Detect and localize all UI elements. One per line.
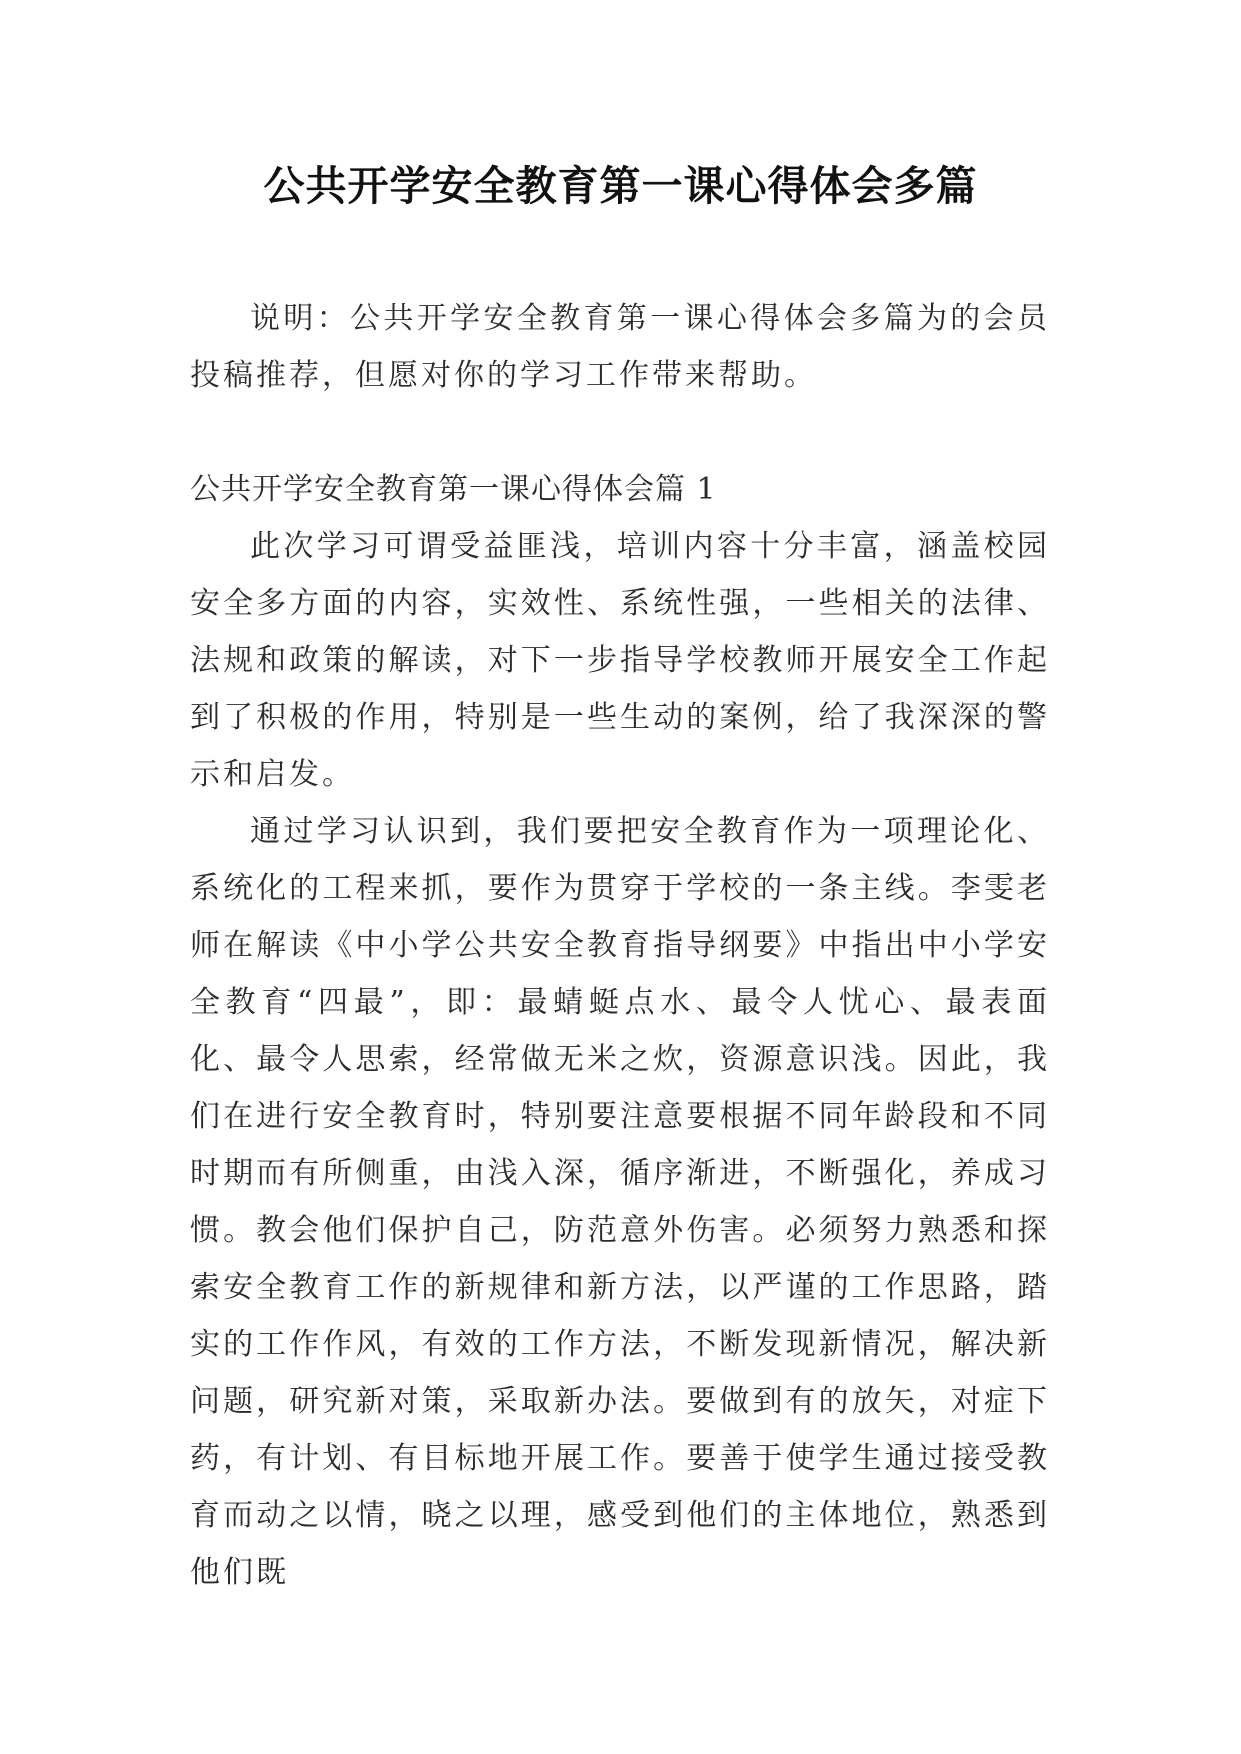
document-title: 公共开学安全教育第一课心得体会多篇 xyxy=(263,162,978,210)
document-body xyxy=(190,290,1050,1601)
body-paragraph: 通过学习认识到，我们要把安全教育作为一项理论化、系统化的工程来抓，要作为贯穿于学校的一条主线。李雯老师在解读《中小学公共安全教育指导纲要》中指出中小学安全教育“四最”，即：最蜻蜓点水、最令人忧心、最表面化、最令人思索，经常做无米之炊，资源意识浅。因此，我们在进行安全教育时，特别要注意要根据不同年龄段和不同时期而有所侧重，由浅入深，循序渐进，不断强化，养成习惯。教会他们保护自己，防范意外伤害。必须努力熟悉和探索安全教育工作的新规律和新方法，以严谨的工作思路，踏实的工作作风，有效的工作方法，不断发现新情况，解决新问题，研究新对策，采取新办法。要做到有的放矢，对症下药，有计划、有目标地开展工作。要善于使学生通过接受教育而动之以情，晓之以理，感受到他们的主体地位，熟悉到他们既 xyxy=(190,814,1050,1590)
body-paragraph: 此次学习可谓受益匪浅，培训内容十分丰富，涵盖校园安全多方面的内容，实效性、系统性强，一些相关的法律、法规和政策的解读，对下一步指导学校教师开展安全工作起到了积极的作用，特别是一些生动的案例，给了我深深的警示和启发。 xyxy=(190,529,1050,792)
section-heading: 公共开学安全教育第一课心得体会篇 1 xyxy=(190,472,717,507)
section-spacer xyxy=(190,404,1050,461)
intro-note: 说明：公共开学安全教育第一课心得体会多篇为的会员投稿推荐，但愿对你的学习工作带来帮助。 xyxy=(190,301,1050,393)
